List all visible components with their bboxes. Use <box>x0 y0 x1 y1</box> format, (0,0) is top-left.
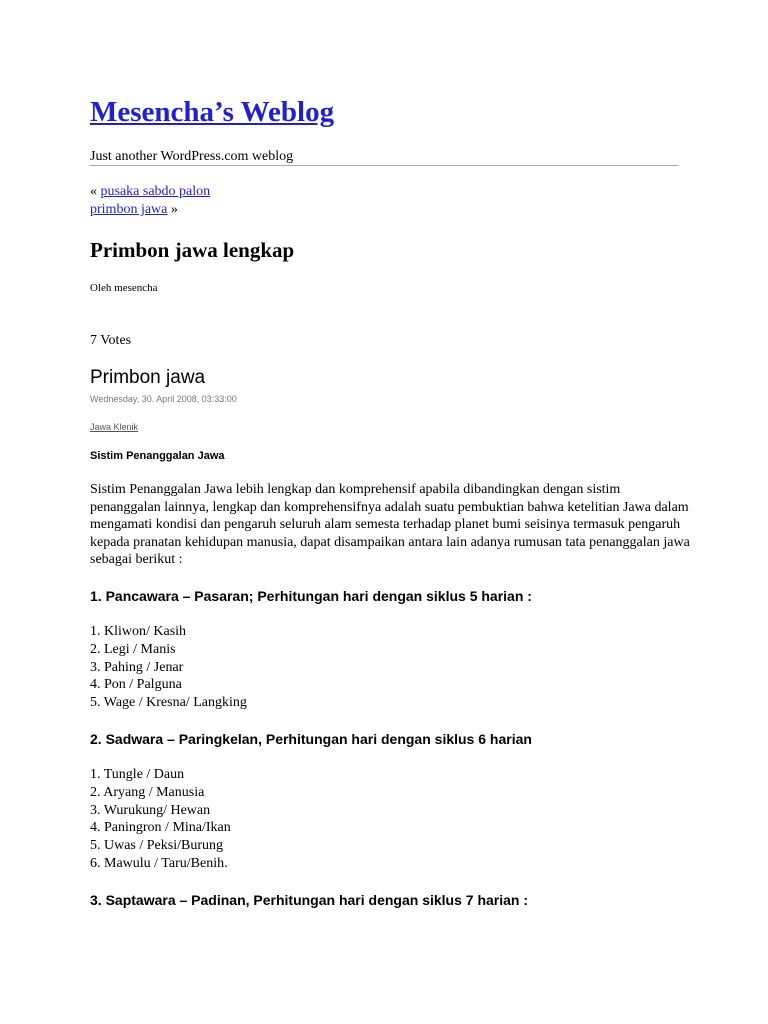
sadwara-list <box>90 766 231 873</box>
list-item: 1. Tungle / Daun <box>90 767 185 782</box>
section-heading: Sistim Penanggalan Jawa <box>90 450 225 462</box>
list-item: 5. Uwas / Peksi/Burung <box>90 838 223 854</box>
list-item: 4. Pon / Palguna <box>90 677 182 693</box>
list-item: 2. Aryang / Manusia <box>90 784 205 800</box>
vote-count: 7 Votes <box>90 333 132 348</box>
next-post-arrow: » <box>167 202 178 217</box>
saptawara-heading: 3. Saptawara – Padinan, Perhitungan hari dengan siklus 7 harian : <box>90 892 529 908</box>
blog-tagline: Just another WordPress.com weblog <box>90 149 294 164</box>
previous-post-nav <box>90 183 210 201</box>
header-divider <box>90 165 678 166</box>
category-link[interactable]: Jawa Klenik <box>90 422 139 432</box>
list-item: 1. Kliwon/ Kasih <box>90 624 187 639</box>
previous-post-link[interactable]: pusaka sabdo palon <box>100 184 211 199</box>
list-item: 3. Wurukung/ Hewan <box>90 802 211 818</box>
pancawara-list <box>90 623 247 712</box>
blog-title <box>90 93 334 131</box>
intro-paragraph: Sistim Penanggalan Jawa lebih lengkap dan komprehensif apabila dibandingkan dengan sistim penanggalan lainnya, lengkap dan komprehensifnya adalah suatu pembuktian bahwa ketelitian Jawa dalam mengamati kondisi dan pengaruh seluruh alam semesta terhadap planet bumi seisinya termasuk pengaruh kepada pranatan kehidupan manusia, dapat disampaikan antara lain adanya rumusan tata penanggalan jawa sebagai berikut : <box>90 482 690 568</box>
list-item: 2. Legi / Manis <box>90 641 176 657</box>
post-byline: Oleh mesencha <box>90 282 158 294</box>
article-title: Primbon jawa <box>90 367 206 388</box>
sadwara-heading: 2. Sadwara – Paringkelan, Perhitungan hari dengan siklus 6 harian <box>90 731 532 747</box>
article-date: Wednesday, 30. April 2008, 03:33:00 <box>90 394 237 404</box>
list-item: 4. Paningron / Mina/Ikan <box>90 820 231 836</box>
next-post-nav <box>90 201 178 219</box>
list-item: 6. Mawulu / Taru/Benih. <box>90 855 228 871</box>
post-title: Primbon jawa lengkap <box>90 238 295 262</box>
previous-post-arrow: « <box>90 184 101 199</box>
list-item: 3. Pahing / Jenar <box>90 659 184 675</box>
list-item: 5. Wage / Kresna/ Langking <box>90 695 247 711</box>
blog-title-link[interactable]: Mesencha’s Weblog <box>90 96 335 128</box>
article-category <box>90 421 138 433</box>
pancawara-heading: 1. Pancawara – Pasaran; Perhitungan hari dengan siklus 5 harian : <box>90 588 532 604</box>
next-post-link[interactable]: primbon jawa <box>90 202 168 217</box>
